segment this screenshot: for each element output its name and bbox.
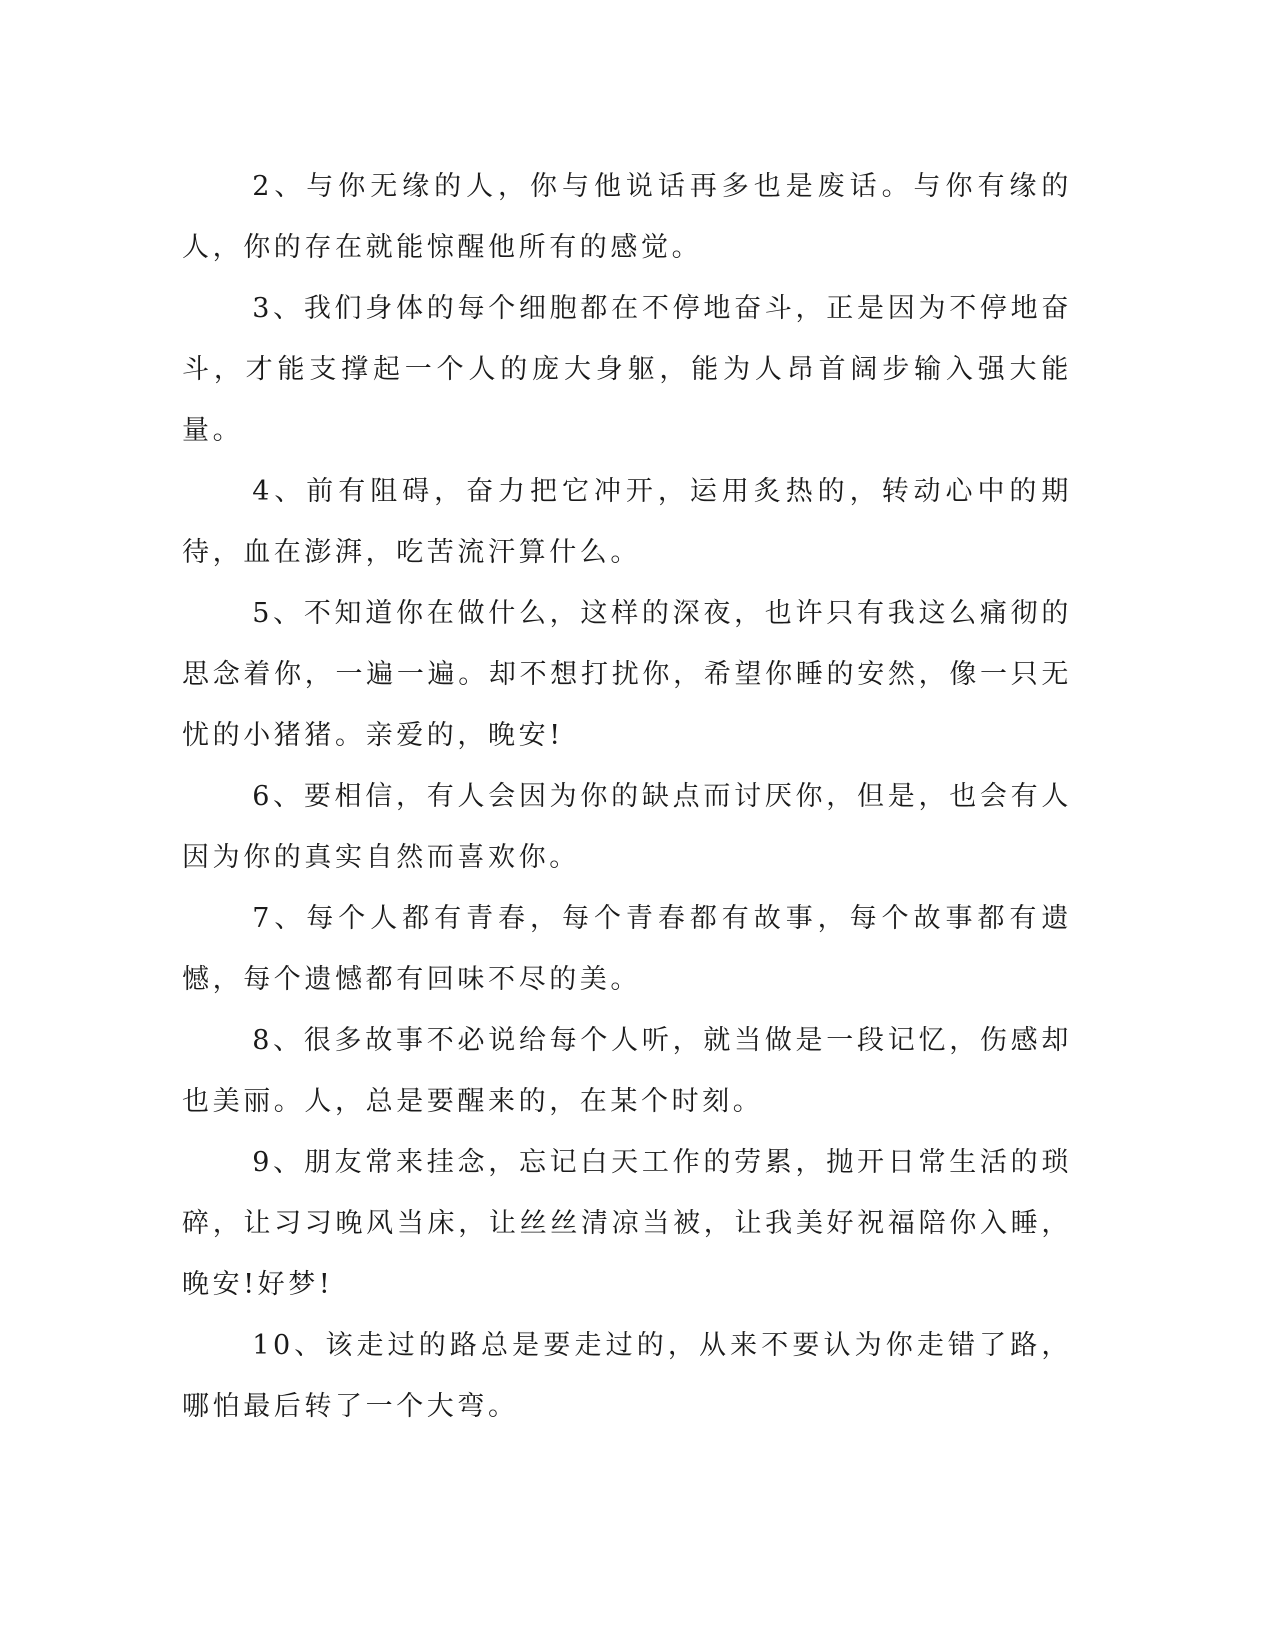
paragraph-8: 8、很多故事不必说给每个人听，就当做是一段记忆，伤感却也美丽。人，总是要醒来的，在某个时刻。 [182, 1025, 1072, 1117]
paragraph-4: 4、前有阻碍，奋力把它冲开，运用炙热的，转动心中的期待，血在澎湃，吃苦流汗算什么。 [182, 476, 1072, 568]
paragraph-7: 7、每个人都有青春，每个青春都有故事，每个故事都有遗憾，每个遗憾都有回味不尽的美。 [182, 903, 1072, 995]
paragraph-2: 2、与你无缘的人，你与他说话再多也是废话。与你有缘的人，你的存在就能惊醒他所有的感觉。 [182, 171, 1072, 263]
paragraph-10: 10、该走过的路总是要走过的，从来不要认为你走错了路，哪怕最后转了一个大弯。 [182, 1330, 1072, 1422]
paragraph-5: 5、不知道你在做什么，这样的深夜，也许只有我这么痛彻的思念着你，一遍一遍。却不想打扰你，希望你睡的安然，像一只无忧的小猪猪。亲爱的，晚安! [182, 598, 1072, 751]
paragraph-3: 3、我们身体的每个细胞都在不停地奋斗，正是因为不停地奋斗，才能支撑起一个人的庞大身躯，能为人昂首阔步输入强大能量。 [182, 293, 1072, 446]
paragraph-9: 9、朋友常来挂念，忘记白天工作的劳累，抛开日常生活的琐碎，让习习晚风当床，让丝丝清凉当被，让我美好祝福陪你入睡，晚安!好梦! [182, 1147, 1072, 1300]
document-body [182, 156, 1072, 1437]
paragraph-6: 6、要相信，有人会因为你的缺点而讨厌你，但是，也会有人因为你的真实自然而喜欢你。 [182, 781, 1072, 873]
